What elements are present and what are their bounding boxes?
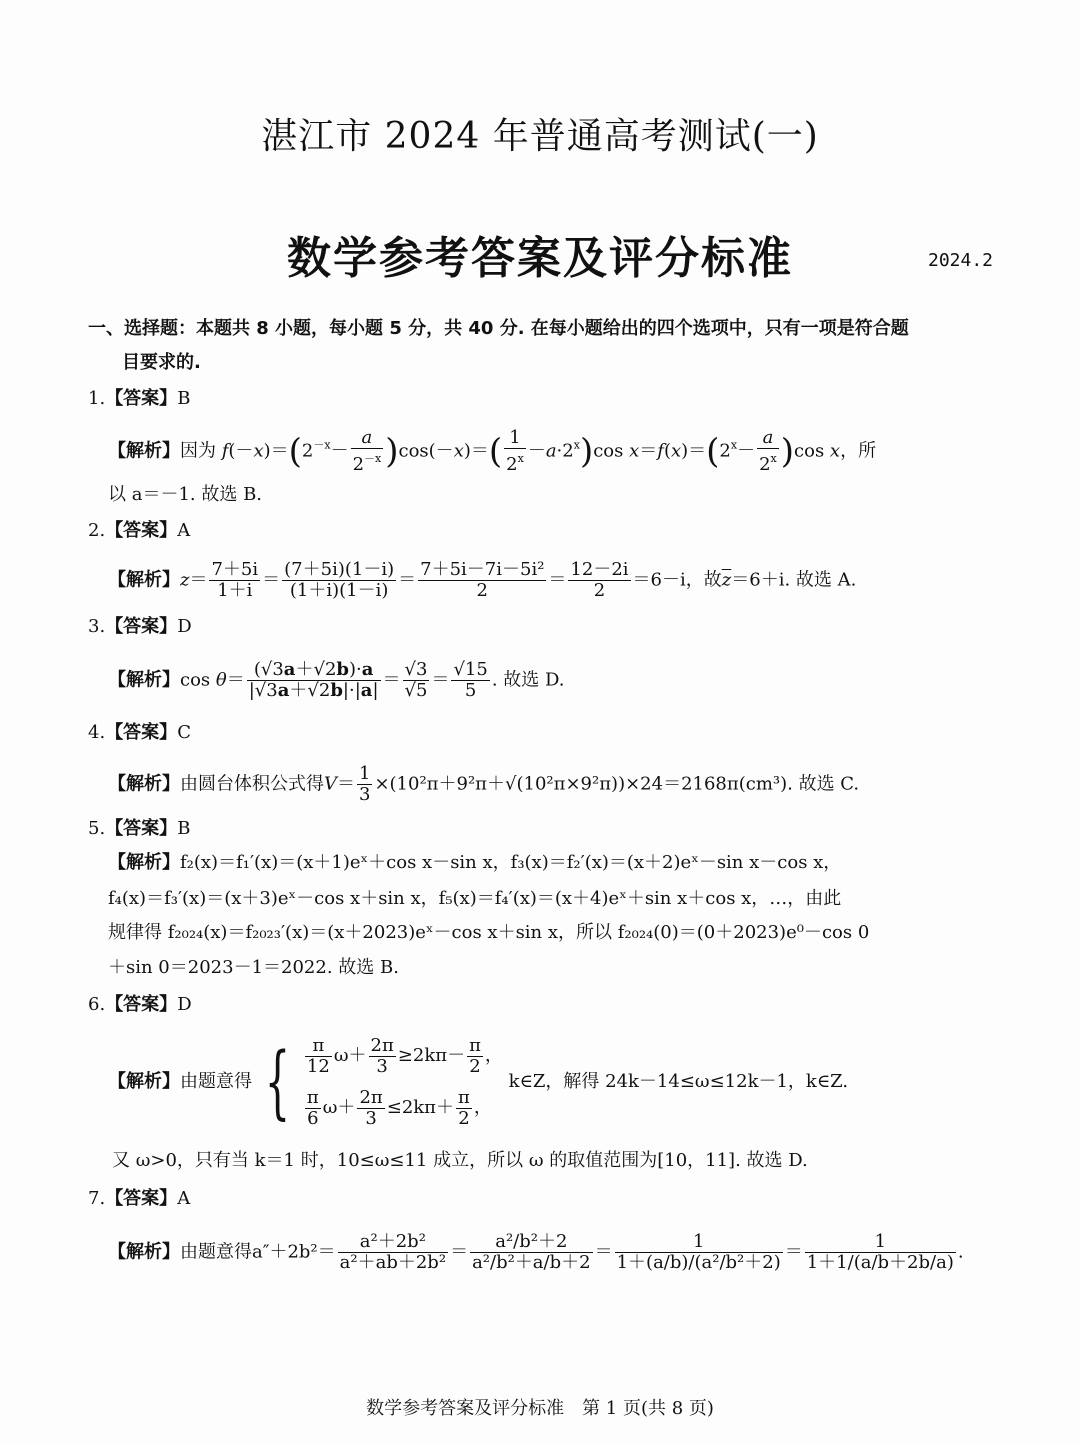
question-1-conclusion: 以 a＝－1. 故选 B. <box>108 484 263 505</box>
page-footer: 数学参考答案及评分标准 第 1 页(共 8 页) <box>366 1398 714 1419</box>
question-2-analysis: 【解析】z＝ $\frac{7+5i}{1+i}$ ＝ $\frac{(7+5i)(1-i)}{(1+i)(1-i)}$ ＝ $\frac{\text{7＋5i－7i－5i²}}{2}$ ＝ $\frac{12-2i}{2}$ ＝6－i，故$\overline{z}=6+i$. 故选 A. <box>108 559 857 601</box>
question-4-answer: 4.【答案】C <box>88 722 191 743</box>
question-6-analysis: 【解析】由题意得 { $\frac{\pi}{12}$ ω＋ $\frac{2\pi}{3}$ ≥2kπ－ $\frac{\pi}{2}$ ， $\frac{\pi}{6}$ ω＋ $\frac{2\pi}{3}$ ≤2kπ＋ $\frac{\pi}{2}$ ， k∈Z，解得 24k－14≤ω≤12k－1，k∈Z. <box>108 1034 849 1129</box>
exam-title: 湛江市 2024 年普通高考测试(一) <box>261 116 819 157</box>
page-title: 数学参考答案及评分标准 <box>287 233 793 284</box>
question-5-analysis-line1: 【解析】f₂(x)＝f₁′(x)＝(x＋1)eˣ＋cos x－sin x，f₃(x)＝f₂′(x)＝(x＋2)eˣ－sin x－cos x， <box>108 852 842 873</box>
question-6-answer: 6.【答案】D <box>88 994 192 1015</box>
date: 2024.2 <box>928 250 994 271</box>
question-7-answer: 7.【答案】A <box>88 1188 191 1209</box>
section-heading-line2: 目要求的. <box>122 352 201 373</box>
question-5-analysis-line4: ＋sin 0＝2023－1＝2022. 故选 B. <box>108 957 399 978</box>
question-5-answer: 5.【答案】B <box>88 818 191 839</box>
question-7-analysis: 【解析】由题意得a″＋2b²＝ $\frac{\text{a²＋2b²}}{\text{a²＋ab＋2b²}}$ ＝ $\frac{\text{a²/b²＋2}}{\text{a²/b²＋a/b＋2}}$ ＝ $\frac{1}{\text{1＋(a/b)/(a²/b²＋2)}}$ ＝ $\frac{1}{1+1/(a/b+2b/a)}$ . <box>108 1231 964 1273</box>
question-4-analysis: 【解析】由圆台体积公式得V＝ $\frac{1}{3}$ ×(10²π＋9²π＋√(10²π×9²π))×24＝2168π(cm³). 故选 C. <box>108 763 860 805</box>
question-3-answer: 3.【答案】D <box>88 616 192 637</box>
question-1-answer: 1.【答案】B <box>88 388 191 409</box>
question-6-conclusion: 又 ω>0，只有当 k＝1 时，10≤ω≤11 成立，所以 ω 的取值范围为[10，11]. 故选 D. <box>112 1150 808 1171</box>
question-2-answer: 2.【答案】A <box>88 520 191 541</box>
section-heading-line1: 一、选择题：本题共 8 小题，每小题 5 分，共 40 分. 在每小题给出的四个选项中，只有一项是符合题 <box>88 318 909 339</box>
question-5-analysis-line2: f₄(x)＝f₃′(x)＝(x＋3)eˣ－cos x＋sin x，f₅(x)＝f₄′(x)＝(x＋4)eˣ＋sin x＋cos x，…，由此 <box>108 888 842 909</box>
question-1-analysis: 【解析】因为 $f(-x)=(2^{-x}-$ $\frac{a}{2^{-x}}$ )cos(－x)＝( $\frac{1}{2^x}$ $-a\cdot 2^x)\cos$ $x=f(x)=(2^x-$ $\frac{a}{2^x}$ )cos x，所 <box>108 427 877 475</box>
question-5-analysis-line3: 规律得 f₂₀₂₄(x)＝f₂₀₂₃′(x)＝(x＋2023)eˣ－cos x＋sin x，所以 f₂₀₂₄(0)＝(0＋2023)e⁰－cos 0 <box>108 922 870 943</box>
question-3-analysis: 【解析】cos θ＝ $\frac{(√3a+√2b)\cdot a}{|√3a+√2b|\cdot|a|}$ ＝ $\frac{√3}{√5}$ ＝ $\frac{√15}{5}$ . 故选 D. <box>108 659 565 701</box>
